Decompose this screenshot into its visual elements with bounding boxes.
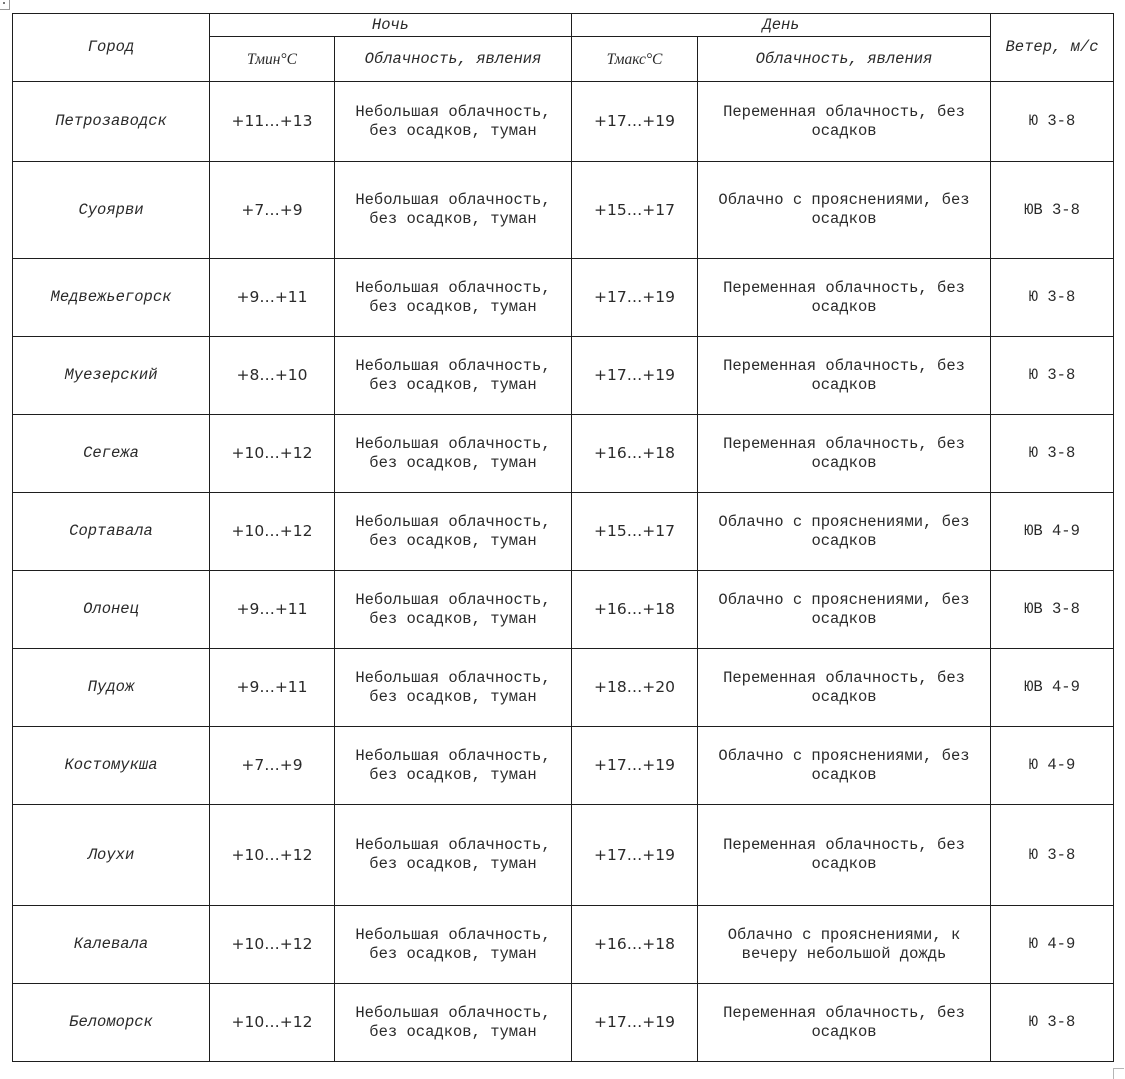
tmin-cell: +9…+11 bbox=[210, 649, 335, 727]
day-cloud-cell: Переменная облачность, без осадков bbox=[698, 984, 991, 1062]
table-row bbox=[13, 337, 1114, 415]
day-cloud-cell: Облачно с прояснениями, к вечеру небольшой дождь bbox=[698, 906, 991, 984]
wind-cell: ЮВ 3-8 bbox=[991, 162, 1114, 259]
table-row bbox=[13, 984, 1114, 1062]
wind-cell: Ю 3-8 bbox=[991, 337, 1114, 415]
tmax-cell: +16…+18 bbox=[572, 571, 698, 649]
city-cell: Муезерский bbox=[13, 337, 210, 415]
day-cloud-cell: Облачно с прояснениями, без осадков bbox=[698, 493, 991, 571]
city-cell: Сортавала bbox=[13, 493, 210, 571]
day-cloud-cell: Переменная облачность, без осадков bbox=[698, 415, 991, 493]
tmax-cell: +17…+19 bbox=[572, 805, 698, 906]
header-tmax: Тмакс°С bbox=[572, 37, 698, 82]
header-day-cloud: Облачность, явления bbox=[698, 37, 991, 82]
tmin-cell: +9…+11 bbox=[210, 259, 335, 337]
city-cell: Пудож bbox=[13, 649, 210, 727]
day-cloud-cell: Переменная облачность, без осадков bbox=[698, 649, 991, 727]
table-resize-handle-icon[interactable] bbox=[1113, 1068, 1124, 1079]
table-row bbox=[13, 649, 1114, 727]
table-row bbox=[13, 162, 1114, 259]
tmax-cell: +17…+19 bbox=[572, 82, 698, 162]
day-cloud-cell: Облачно с прояснениями, без осадков bbox=[698, 571, 991, 649]
table-row bbox=[13, 727, 1114, 805]
night-cloud-cell: Небольшая облачность, без осадков, туман bbox=[335, 571, 572, 649]
header-night-cloud: Облачность, явления bbox=[335, 37, 572, 82]
tmin-cell: +11…+13 bbox=[210, 82, 335, 162]
night-cloud-cell: Небольшая облачность, без осадков, туман bbox=[335, 906, 572, 984]
day-cloud-cell: Облачно с прояснениями, без осадков bbox=[698, 727, 991, 805]
table-row bbox=[13, 571, 1114, 649]
night-cloud-cell: Небольшая облачность, без осадков, туман bbox=[335, 82, 572, 162]
header-wind: Ветер, м/с bbox=[991, 14, 1114, 82]
tmin-cell: +10…+12 bbox=[210, 906, 335, 984]
table-row bbox=[13, 805, 1114, 906]
night-cloud-cell: Небольшая облачность, без осадков, туман bbox=[335, 649, 572, 727]
city-cell: Лоухи bbox=[13, 805, 210, 906]
day-cloud-cell: Облачно с прояснениями, без осадков bbox=[698, 162, 991, 259]
tmin-cell: +7…+9 bbox=[210, 162, 335, 259]
table-row bbox=[13, 493, 1114, 571]
wind-cell: Ю 3-8 bbox=[991, 415, 1114, 493]
night-cloud-cell: Небольшая облачность, без осадков, туман bbox=[335, 805, 572, 906]
table-body bbox=[13, 82, 1114, 1062]
night-cloud-cell: Небольшая облачность, без осадков, туман bbox=[335, 415, 572, 493]
tmax-cell: +16…+18 bbox=[572, 906, 698, 984]
wind-cell: Ю 4-9 bbox=[991, 906, 1114, 984]
tmax-cell: +16…+18 bbox=[572, 415, 698, 493]
tmin-cell: +8…+10 bbox=[210, 337, 335, 415]
wind-cell: ЮВ 3-8 bbox=[991, 571, 1114, 649]
wind-cell: Ю 3-8 bbox=[991, 984, 1114, 1062]
table-row bbox=[13, 415, 1114, 493]
wind-cell: ЮВ 4-9 bbox=[991, 649, 1114, 727]
table-move-handle-icon[interactable] bbox=[0, 0, 10, 10]
tmax-cell: +17…+19 bbox=[572, 259, 698, 337]
night-cloud-cell: Небольшая облачность, без осадков, туман bbox=[335, 259, 572, 337]
day-cloud-cell: Переменная облачность, без осадков bbox=[698, 259, 991, 337]
night-cloud-cell: Небольшая облачность, без осадков, туман bbox=[335, 493, 572, 571]
header-day-group: День bbox=[572, 14, 991, 37]
tmin-cell: +10…+12 bbox=[210, 805, 335, 906]
table-row bbox=[13, 906, 1114, 984]
night-cloud-cell: Небольшая облачность, без осадков, туман bbox=[335, 337, 572, 415]
tmax-cell: +15…+17 bbox=[572, 162, 698, 259]
city-cell: Сегежа bbox=[13, 415, 210, 493]
day-cloud-cell: Переменная облачность, без осадков bbox=[698, 82, 991, 162]
city-cell: Костомукша bbox=[13, 727, 210, 805]
tmin-cell: +10…+12 bbox=[210, 415, 335, 493]
tmax-cell: +18…+20 bbox=[572, 649, 698, 727]
city-cell: Петрозаводск bbox=[13, 82, 210, 162]
city-cell: Суоярви bbox=[13, 162, 210, 259]
tmax-cell: +17…+19 bbox=[572, 337, 698, 415]
city-cell: Олонец bbox=[13, 571, 210, 649]
wind-cell: Ю 4-9 bbox=[991, 727, 1114, 805]
header-night-group: Ночь bbox=[210, 14, 572, 37]
tmin-cell: +7…+9 bbox=[210, 727, 335, 805]
tmin-cell: +10…+12 bbox=[210, 984, 335, 1062]
tmax-cell: +15…+17 bbox=[572, 493, 698, 571]
tmin-cell: +10…+12 bbox=[210, 493, 335, 571]
weather-forecast-table bbox=[12, 13, 1114, 1062]
night-cloud-cell: Небольшая облачность, без осадков, туман bbox=[335, 162, 572, 259]
table-row bbox=[13, 82, 1114, 162]
wind-cell: Ю 3-8 bbox=[991, 82, 1114, 162]
header-tmin: Тмин°С bbox=[210, 37, 335, 82]
wind-cell: ЮВ 4-9 bbox=[991, 493, 1114, 571]
night-cloud-cell: Небольшая облачность, без осадков, туман bbox=[335, 727, 572, 805]
day-cloud-cell: Переменная облачность, без осадков bbox=[698, 337, 991, 415]
wind-cell: Ю 3-8 bbox=[991, 805, 1114, 906]
tmin-cell: +9…+11 bbox=[210, 571, 335, 649]
wind-cell: Ю 3-8 bbox=[991, 259, 1114, 337]
night-cloud-cell: Небольшая облачность, без осадков, туман bbox=[335, 984, 572, 1062]
city-cell: Медвежьегорск bbox=[13, 259, 210, 337]
header-city: Город bbox=[13, 14, 210, 82]
header-row-groups bbox=[13, 14, 1114, 37]
city-cell: Калевала bbox=[13, 906, 210, 984]
tmax-cell: +17…+19 bbox=[572, 984, 698, 1062]
table-row bbox=[13, 259, 1114, 337]
day-cloud-cell: Переменная облачность, без осадков bbox=[698, 805, 991, 906]
city-cell: Беломорск bbox=[13, 984, 210, 1062]
tmax-cell: +17…+19 bbox=[572, 727, 698, 805]
